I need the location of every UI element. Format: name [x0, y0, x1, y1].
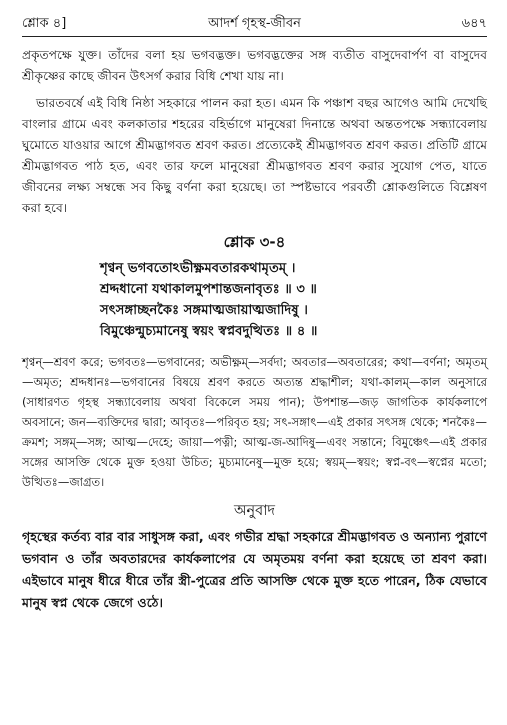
verse-line: সৎসঙ্গাচ্ছনকৈঃ সঙ্গমাত্মজায়াত্মজাদিষু ।: [100, 303, 308, 318]
verse-line: বিমুঞ্চেন্মুচ্যমানেষু স্বয়ং স্বপ্নবদুত্থিতঃ ॥ ৪ ॥: [100, 324, 318, 339]
running-title: আদর্শ গৃহস্থ-জীবন: [208, 16, 301, 31]
page-number: ৬৪৭: [461, 16, 487, 31]
translation-title: অনুবাদ: [233, 503, 276, 519]
translation-text: গৃহস্থের কর্তব্য বার বার সাধুসঙ্গ করা, এবং গভীর শ্রদ্ধা সহকারে শ্রীমদ্ভাগবত ও অন্যান্য পুরাণে ভগবান ও তাঁর অবতারদের কার্যকলাপের যে অমৃতময় বর্ণনা করা হয়েছে তা শ্রবণ করা। এইভাবে মানুষ ধীরে ধীরে তাঁর স্ত্রী-পুত্রের প্রতি আসক্তি থেকে মুক্ত হতে পারেন, ঠিক যেভাবে মানুষ স্বপ্ন থেকে জেগে ওঠে।: [22, 529, 487, 610]
sanskrit-verse: [22, 258, 487, 342]
verse-line: শ্রদ্দধানো যথাকালমুপশান্তজনাবৃতঃ ॥ ৩ ॥: [100, 282, 318, 297]
body-paragraph: ভারতবর্ষে এই বিধি নিষ্ঠা সহকারে পালন করা হত। এমন কি পঞ্চাশ বছর আগেও আমি দেখেছি বাংলার গ্রামে এবং কলকাতার শহরের বহির্ভাগে মানুষেরা দিনান্তে অথবা অন্ততপক্ষে সন্ধ্যাবেলায় ঘুমোতে যাওয়ার আগে শ্রীমদ্ভাগবত শ্রবণ করত। প্রত্যেকেই শ্রীমদ্ভাগবত শ্রবণ করত। প্রতিটি গ্রামে শ্রীমদ্ভাগবত পাঠ হত, এবং তার ফলে মানুষেরা শ্রীমদ্ভাগবত শ্রবণ করার সুযোগ পেত, যাতে জীবনের লক্ষ্য সম্বন্ধে সব কিছু বর্ণনা করা হয়েছে। তা স্পষ্টভাবে পরবর্তী শ্লোকগুলিতে বিশ্লেষণ করা হবে।: [22, 96, 487, 215]
synonyms: শৃণ্বন্—শ্রবণ করে; ভগবতঃ—ভগবানের; অভীক্ষ্ণম্—সর্বদা; অবতার—অবতারের; কথা—বর্ণনা; অমৃতম্—অমৃত; শ্রদ্দধানঃ—ভগবানের বিষয়ে শ্রবণ করতে অত্যন্ত শ্রদ্ধাশীল; যথা-কালম্—কাল অনুসারে (সাধারণত গৃহস্থ সন্ধ্যাবেলায় অথবা বিকেলে সময় পান); উপশান্ত—জড় জাগতিক কার্যকলাপে অবসানে; জন—ব্যক্তিদের দ্বারা; আবৃতঃ—পরিবৃত হয়; সৎ-সঙ্গাৎ—এই প্রকার সৎসঙ্গ থেকে; শনকৈঃ—ক্রমশ; সঙ্গম্—সঙ্গ; আত্ম—দেহে; জায়া—পত্নী; আত্ম-জ-আদিষু—এবং সন্তানে; বিমুঞ্চেৎ—এই প্রকার সঙ্গের আসক্তি থেকে মুক্ত হওয়া উচিত; মুচ্যমানেষু—মুক্ত হয়ে; স্বয়ম্—স্বয়ং; স্বপ্ন-বৎ—স্বপ্নের মতো; উত্থিতঃ—জাগ্রত।: [22, 355, 487, 489]
body-paragraph: প্রকৃতপক্ষে যুক্ত। তাঁদের বলা হয় ভগবদ্ভক্ত। ভগবদ্ভক্তের সঙ্গ ব্যতীত বাসুদেবার্পণ বা বাসুদেব শ্রীকৃষ্ণের কাছে জীবন উৎসর্গ করার বিধি শেখা যায় না।: [22, 48, 487, 83]
verse-reference: শ্লোক ৪]: [22, 16, 67, 31]
verse-title: শ্লোক ৩-৪: [223, 233, 286, 251]
verse-line: শৃণ্বন্ ভগবতোঽভীক্ষ্ণমবতারকথামৃতম্ ।: [100, 261, 296, 276]
page-header: [22, 10, 487, 37]
